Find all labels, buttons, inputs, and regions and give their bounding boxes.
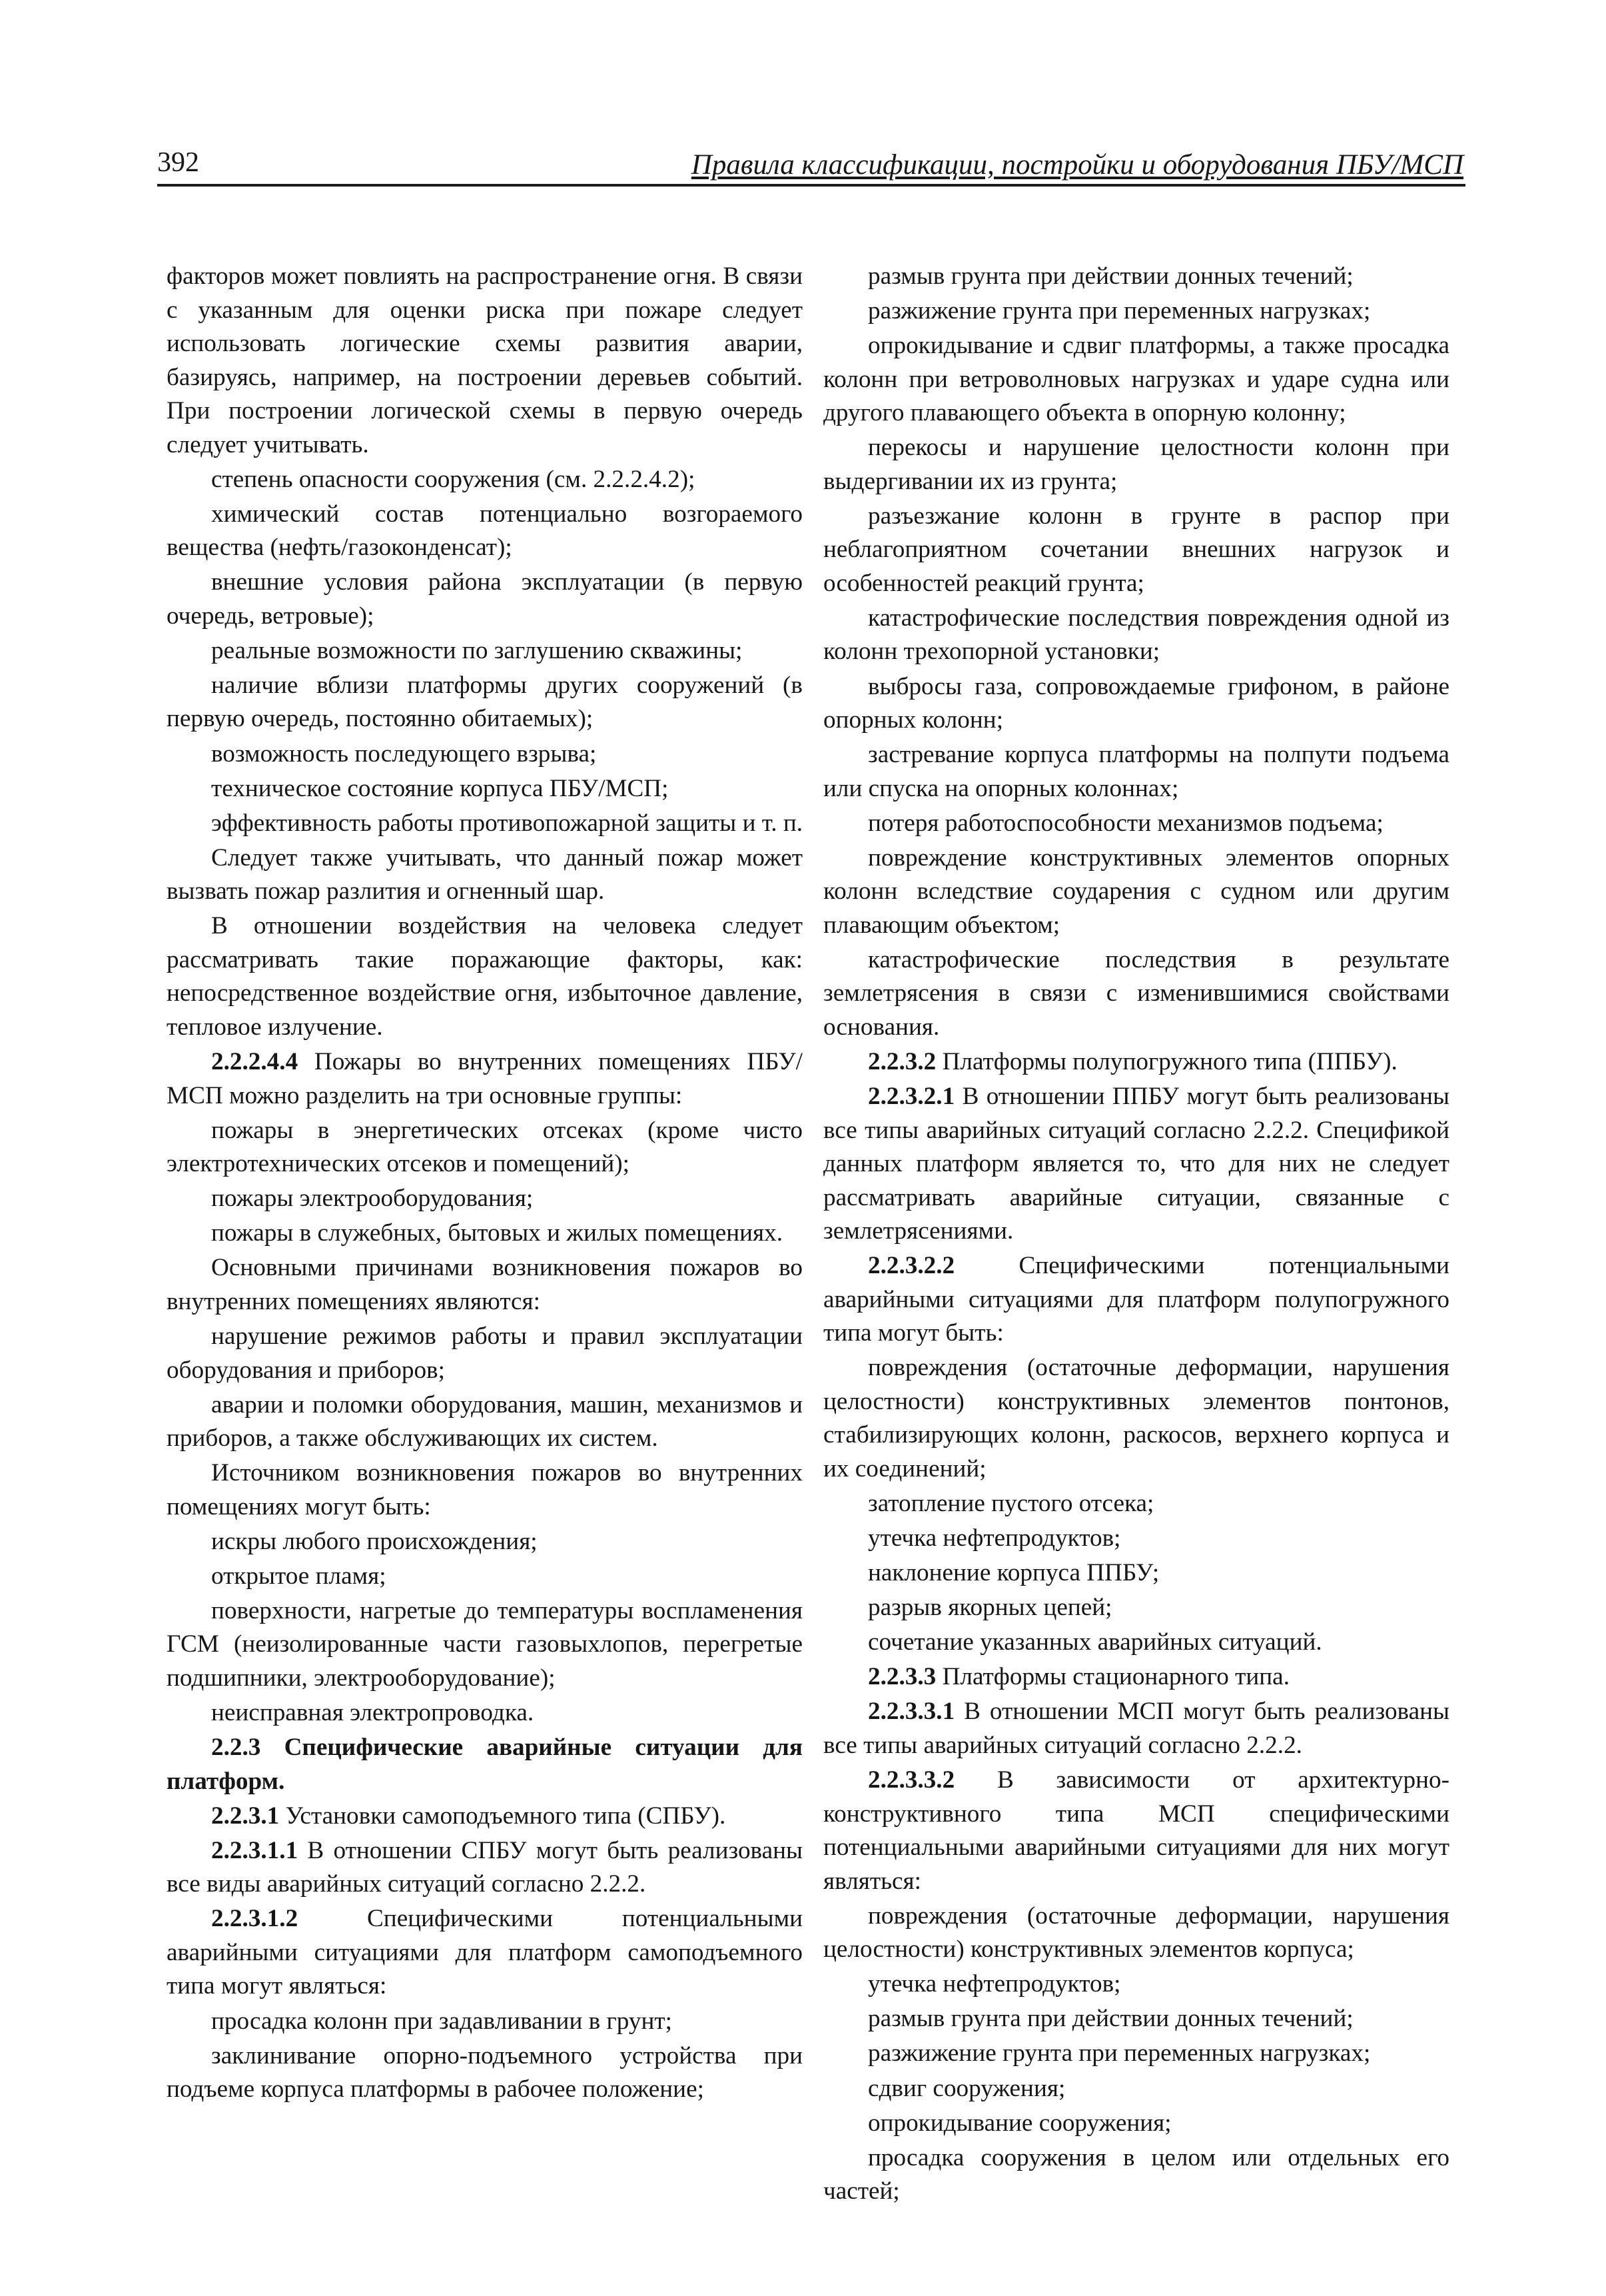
paragraph xyxy=(167,566,803,633)
paragraph-text: выбросы газа, сопровождаемые грифоном, в районе опорных колонн; xyxy=(823,672,1449,734)
paragraph-text: техническое состояние корпуса ПБУ/МСП; xyxy=(211,774,669,802)
paragraph xyxy=(823,1695,1449,1762)
paragraph xyxy=(167,1696,803,1730)
paragraph-text: катастрофические последствия в результате землетрясения в связи с изменившимися свойствами основания. xyxy=(823,945,1449,1041)
paragraph-text: Специфическими потенциальными аварийными ситуациями для платформ самоподъемного типа могут являться: xyxy=(167,1905,803,2000)
paragraph-text: перекосы и нарушение целостности колонн при выдергивании их из грунта; xyxy=(823,434,1449,495)
paragraph-text: Источником возникновения пожаров во внутренних помещениях могут быть: xyxy=(167,1459,803,1520)
clause-number: 2.2.3.1.2 xyxy=(211,1905,298,1933)
paragraph-text: наличие вблизи платформы других сооружений (в первую очередь, постоянно обитаемых); xyxy=(167,671,803,733)
paragraph-text: возможность последующего взрыва; xyxy=(211,740,597,768)
paragraph-text: В зависимости от архитектурно-конструктивного типа МСП специфическими потенциальными аварийными ситуациями для них могут являться: xyxy=(823,1766,1449,1895)
paragraph xyxy=(167,498,803,565)
paragraph-text: открытое пламя; xyxy=(211,1562,386,1590)
paragraph-text: Следует также учитывать, что данный пожар может вызвать пожар разлития и огненный шар. xyxy=(167,844,803,905)
paragraph xyxy=(167,1834,803,1902)
paragraph-text: В отношении СПБУ могут быть реализованы все виды аварийных ситуаций согласно 2.2.2. xyxy=(167,1836,803,1898)
paragraph xyxy=(823,1591,1449,1625)
paragraph xyxy=(823,1900,1449,1967)
left-column xyxy=(167,260,803,2107)
paragraph-text: повреждения (остаточные деформации, нарушения целостности) конструктивных элементов корпуса; xyxy=(823,1902,1449,1964)
paragraph-text: утечка нефтепродуктов; xyxy=(868,1970,1121,1998)
paragraph-text: факторов может повлиять на распространение огня. В связи с указанным для оценки риска при пожаре следует использовать логические схемы развития аварии, базируясь, например, на построении деревьев событий. При построении логической схемы в первую очередь следует учитывать. xyxy=(167,263,803,458)
clause-number: 2.2.3.3 xyxy=(868,1663,937,1691)
paragraph-text: искры любого происхождения; xyxy=(211,1527,538,1555)
paragraph-text: катастрофические последствия повреждения одной из колонн трехопорной установки; xyxy=(823,604,1449,666)
paragraph-text: аварии и поломки оборудования, машин, механизмов и приборов, а также обслуживающих их систем. xyxy=(167,1391,803,1452)
paragraph xyxy=(823,2107,1449,2141)
paragraph xyxy=(167,1217,803,1251)
paragraph xyxy=(823,1556,1449,1590)
paragraph xyxy=(167,634,803,668)
paragraph-text: опрокидывание и сдвиг платформы, а также просадка колонн при ветроволновых нагрузках и ударе судна или другого плавающего объекта в опорную колонну; xyxy=(823,332,1449,427)
paragraph-text: разрыв якорных цепей; xyxy=(868,1594,1112,1622)
paragraph-text: просадка сооружения в целом или отдельных его частей; xyxy=(823,2143,1449,2205)
paragraph-text: наклонение корпуса ППБУ; xyxy=(868,1559,1160,1587)
paragraph xyxy=(167,260,803,462)
clause-number: 2.2.3.3.1 xyxy=(868,1698,955,1726)
paragraph xyxy=(167,1594,803,1696)
paragraph-text: В отношении МСП могут быть реализованы все типы аварийных ситуаций согласно 2.2.2. xyxy=(823,1698,1449,1759)
paragraph xyxy=(823,1968,1449,2002)
paragraph-text: степень опасности сооружения (см. 2.2.2.4.2); xyxy=(211,465,695,493)
paragraph-text: неисправная электропроводка. xyxy=(211,1699,534,1727)
paragraph-text: пожары электрооборудования; xyxy=(211,1185,534,1213)
paragraph-text: Основными причинами возникновения пожаров во внутренних помещениях являются: xyxy=(167,1254,803,1315)
paragraph xyxy=(167,1456,803,1524)
paragraph xyxy=(823,738,1449,806)
paragraph xyxy=(167,1560,803,1594)
paragraph xyxy=(823,1764,1449,1898)
header-rule xyxy=(157,184,1465,187)
paragraph xyxy=(167,842,803,909)
paragraph xyxy=(823,670,1449,738)
paragraph xyxy=(823,1626,1449,1660)
paragraph-text: поверхности, нагретые до температуры воспламенения ГСМ (неизолированные части газовыхлопов, перегретые подшипники, электрооборудование); xyxy=(167,1596,803,1692)
paragraph xyxy=(167,1182,803,1216)
paragraph xyxy=(167,909,803,1044)
paragraph xyxy=(167,1731,803,1798)
paragraph-text: заклинивание опорно-подъемного устройства при подъеме корпуса платформы в рабочее положение; xyxy=(167,2041,803,2103)
paragraph xyxy=(823,2141,1449,2209)
paragraph xyxy=(167,807,803,841)
right-column xyxy=(823,260,1449,2209)
paragraph xyxy=(823,842,1449,943)
clause-number: 2.2.3.2.2 xyxy=(868,1252,955,1280)
paragraph xyxy=(823,602,1449,669)
paragraph-text: застревание корпуса платформы на полпути подъема или спуска на опорных колоннах; xyxy=(823,741,1449,802)
clause-number: 2.2.2.4.4 xyxy=(211,1048,298,1076)
paragraph xyxy=(167,1902,803,2004)
paragraph xyxy=(167,669,803,736)
paragraph xyxy=(823,1487,1449,1521)
paragraph-text: нарушение режимов работы и правил эксплуатации оборудования и приборов; xyxy=(167,1323,803,1384)
paragraph xyxy=(823,1249,1449,1351)
clause-number: 2.2.3.2 xyxy=(868,1048,937,1076)
paragraph xyxy=(823,329,1449,430)
paragraph xyxy=(823,807,1449,841)
paragraph xyxy=(823,2002,1449,2036)
paragraph-text: сдвиг сооружения; xyxy=(868,2074,1066,2102)
paragraph xyxy=(823,500,1449,601)
paragraph-text: разжижение грунта при переменных нагрузках; xyxy=(868,297,1371,325)
paragraph xyxy=(167,1320,803,1387)
page-number: 392 xyxy=(157,147,199,178)
paragraph-text: Установки самоподъемного типа (СПБУ). xyxy=(279,1802,726,1830)
paragraph-text: внешние условия района эксплуатации (в первую очередь, ветровые); xyxy=(167,568,803,630)
paragraph xyxy=(167,1389,803,1456)
paragraph xyxy=(823,294,1449,328)
paragraph xyxy=(823,260,1449,294)
paragraph xyxy=(167,463,803,497)
paragraph-text: В отношении воздействия на человека следует рассматривать такие поражающие факторы, как: непосредственное воздействие огня, избыточное давление, тепловое излучение. xyxy=(167,912,803,1041)
paragraph xyxy=(167,2039,803,2107)
paragraph-text: пожары в служебных, бытовых и жилых помещениях. xyxy=(211,1219,783,1247)
paragraph xyxy=(823,2072,1449,2106)
paragraph-text: утечка нефтепродуктов; xyxy=(868,1524,1121,1552)
paragraph-text: разжижение грунта при переменных нагрузках; xyxy=(868,2039,1371,2067)
paragraph-text: сочетание указанных аварийных ситуаций. xyxy=(868,1628,1322,1656)
paragraph-text: 2.2.3 Специфические аварийные ситуации для платформ. xyxy=(167,1734,803,1795)
paragraph-text: размыв грунта при действии донных течений; xyxy=(868,263,1354,290)
running-title: Правила классификации, постройки и оборудования ПБУ/МСП xyxy=(691,149,1463,181)
paragraph xyxy=(823,1660,1449,1694)
paragraph xyxy=(167,1251,803,1319)
paragraph xyxy=(823,1351,1449,1486)
paragraph xyxy=(823,943,1449,1045)
paragraph xyxy=(167,1525,803,1559)
paragraph xyxy=(167,772,803,806)
paragraph-text: потеря работоспособности механизмов подъема; xyxy=(868,809,1384,837)
paragraph xyxy=(823,1045,1449,1079)
paragraph-text: затопление пустого отсека; xyxy=(868,1489,1154,1517)
paragraph-text: эффективность работы противопожарной защиты и т. п. xyxy=(211,809,803,837)
paragraph-text: реальные возможности по заглушению скважины; xyxy=(211,636,743,664)
paragraph-text: Платформы полупогружного типа (ППБУ). xyxy=(936,1048,1398,1076)
paragraph xyxy=(823,2037,1449,2071)
paragraph-text: В отношении ППБУ могут быть реализованы все типы аварийных ситуаций согласно 2.2.2. Спецификой данных платформ является то, что для них не следует рассматривать аварийные ситуации, связанные с землетрясениями. xyxy=(823,1083,1449,1245)
paragraph-text: повреждения (остаточные деформации, нарушения целостности) конструктивных элементов понтонов, стабилизирующих колонн, раскосов, верхнего корпуса и их соединений; xyxy=(823,1354,1449,1482)
paragraph-text: Платформы стационарного типа. xyxy=(936,1663,1290,1691)
clause-number: 2.2.3.3.2 xyxy=(868,1766,955,1794)
paragraph-text: повреждение конструктивных элементов опорных колонн вследствие соударения с судном или другим плавающим объектом; xyxy=(823,844,1449,939)
paragraph xyxy=(823,431,1449,498)
paragraph-text: химический состав потенциально возгораемого вещества (нефть/газоконденсат); xyxy=(167,500,803,562)
paragraph xyxy=(823,1080,1449,1249)
paragraph-text: пожары в энергетических отсеках (кроме чисто электротехнических отсеков и помещений); xyxy=(167,1116,803,1178)
paragraph-text: опрокидывание сооружения; xyxy=(868,2109,1172,2137)
paragraph xyxy=(823,1522,1449,1556)
paragraph xyxy=(167,1114,803,1181)
paragraph xyxy=(167,738,803,772)
clause-number: 2.2.3.1 xyxy=(211,1802,280,1830)
paragraph xyxy=(167,2005,803,2039)
paragraph-text: размыв грунта при действии донных течений; xyxy=(868,2005,1354,2033)
paragraph-text: Пожары во внутренних помещениях ПБУ/МСП можно разделить на три основные группы: xyxy=(167,1048,803,1109)
clause-number: 2.2.3.2.1 xyxy=(868,1083,955,1111)
paragraph-text: просадка колонн при задавливании в грунт; xyxy=(211,2007,672,2035)
paragraph-text: Специфическими потенциальными аварийными ситуациями для платформ полупогружного типа могут быть: xyxy=(823,1252,1449,1347)
paragraph xyxy=(167,1800,803,1834)
paragraph-text: разъезжание колонн в грунте в распор при неблагоприятном сочетании внешних нагрузок и особенностей реакций грунта; xyxy=(823,502,1449,597)
clause-number: 2.2.3.1.1 xyxy=(211,1836,298,1864)
paragraph xyxy=(167,1045,803,1113)
